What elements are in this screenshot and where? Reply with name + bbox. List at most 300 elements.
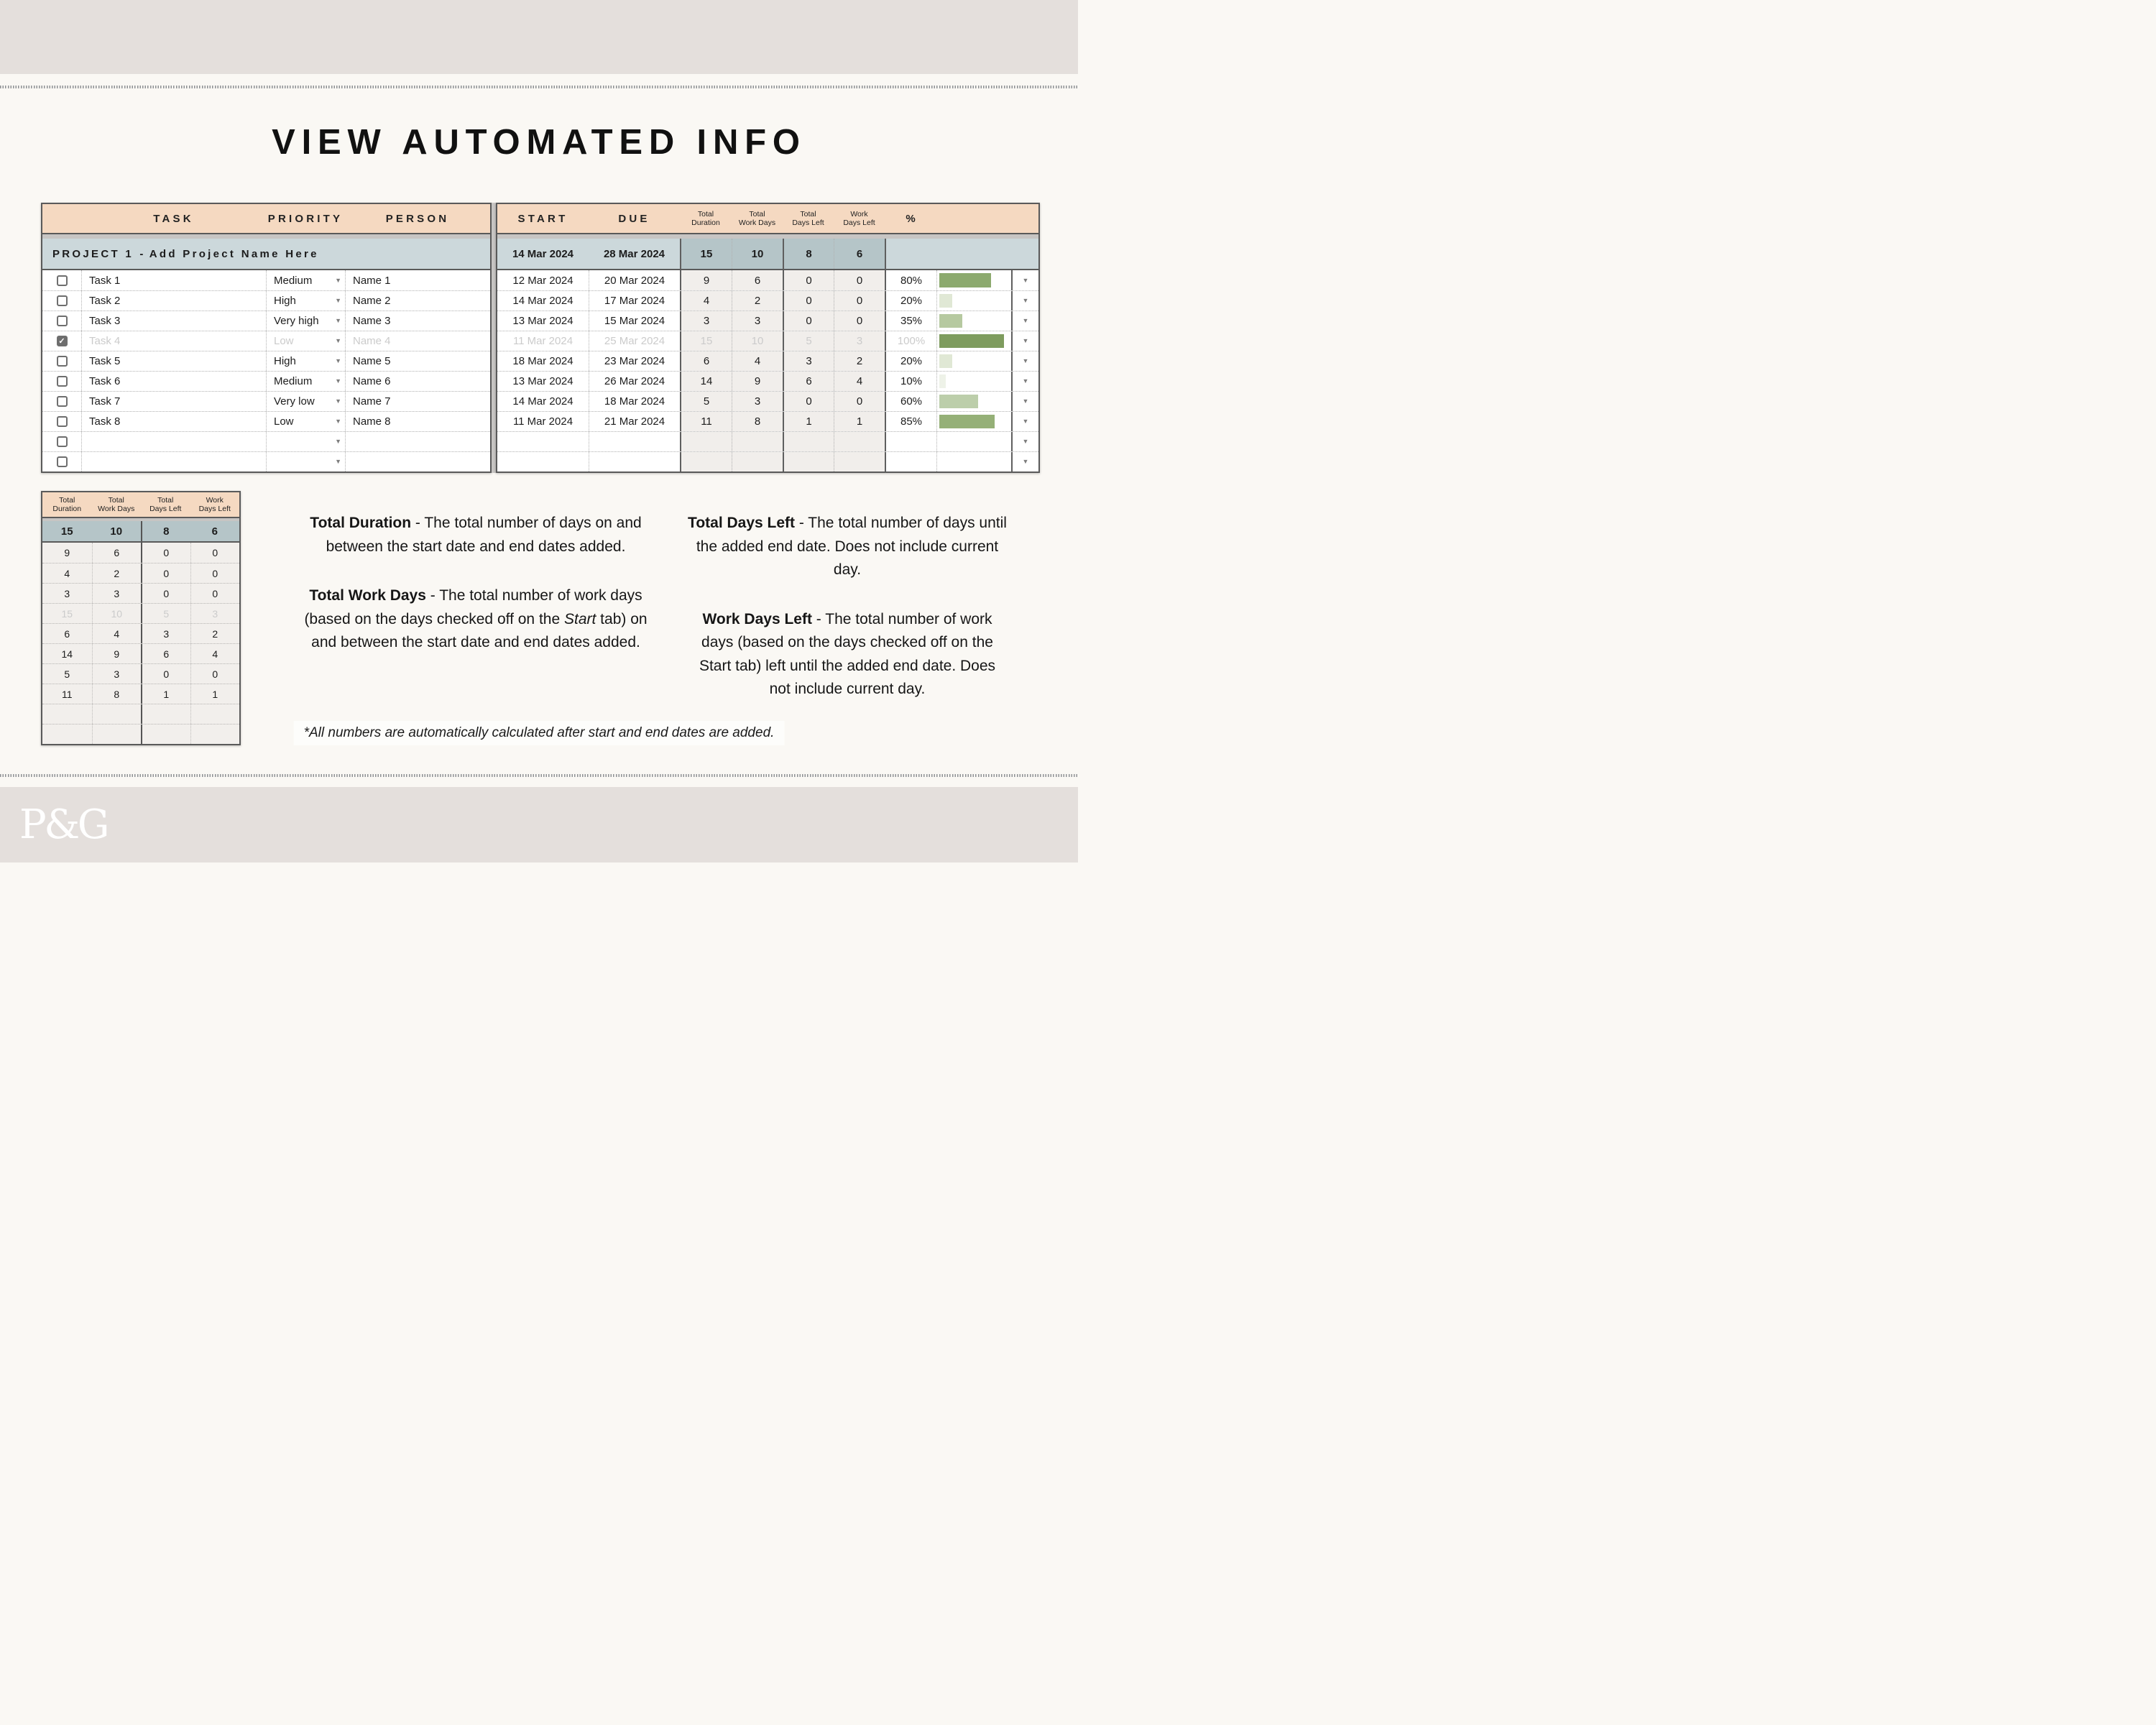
- task-name-cell[interactable]: [81, 452, 266, 472]
- checkbox-icon: [57, 376, 68, 387]
- chevron-down-icon[interactable]: ▼: [335, 438, 341, 445]
- percent-cell[interactable]: 35%: [885, 311, 936, 331]
- project-start-date[interactable]: 14 Mar 2024: [512, 247, 574, 260]
- progress-bar-cell: [936, 331, 1011, 351]
- percent-cell[interactable]: 20%: [885, 351, 936, 371]
- definition-total-work-days: Total Work Days - The total number of work days (based on the days checked off on the Start tab) on and between the start date and end dates added.: [304, 587, 648, 651]
- task-checkbox[interactable]: [42, 432, 81, 451]
- checkbox-icon: [57, 436, 68, 447]
- mini-cell: [141, 704, 190, 724]
- task-row-values: [497, 310, 1038, 331]
- task-name-cell[interactable]: Task 5: [81, 351, 266, 371]
- checkbox-icon: [57, 356, 68, 367]
- work-days-left-column-header: Work Days Left: [843, 209, 875, 227]
- task-row-values: [497, 391, 1038, 411]
- priority-dropdown[interactable]: [266, 270, 345, 290]
- person-cell[interactable]: Name 5: [345, 351, 490, 371]
- chevron-down-icon: ▼: [1022, 276, 1029, 284]
- work-days-left-cell: 2: [834, 351, 885, 371]
- project-percent-area: [885, 239, 1038, 269]
- progress-bar: [939, 314, 962, 328]
- total-days-left-cell: 3: [783, 351, 834, 371]
- person-cell[interactable]: [345, 452, 490, 472]
- project-total-duration: 15: [680, 239, 732, 269]
- work-days-left-cell: 0: [834, 270, 885, 290]
- progress-bar: [939, 395, 978, 408]
- automated-columns-detail-table: [41, 491, 241, 745]
- task-row: [42, 431, 490, 451]
- pg-logo: P&G: [19, 801, 108, 848]
- total-work-days-cell: 10: [732, 331, 783, 351]
- mini-cell: 2: [190, 624, 240, 643]
- mini-cell: 0: [141, 664, 190, 684]
- task-column-header: TASK: [153, 212, 194, 225]
- task-row-values: [497, 371, 1038, 391]
- percent-cell[interactable]: 100%: [885, 331, 936, 351]
- total-work-days-cell: 8: [732, 412, 783, 431]
- checkbox-column-header: [42, 204, 81, 233]
- mini-cell: 8: [92, 684, 142, 704]
- row-dropdown[interactable]: [1011, 311, 1038, 331]
- mini-cell: 0: [190, 584, 240, 603]
- task-row: [42, 371, 490, 391]
- progress-bar-cell: [936, 452, 1011, 472]
- total-days-left-cell: 0: [783, 270, 834, 290]
- due-date-cell[interactable]: 20 Mar 2024: [589, 270, 680, 290]
- percent-cell[interactable]: 80%: [885, 270, 936, 290]
- due-date-cell[interactable]: 17 Mar 2024: [589, 291, 680, 310]
- top-band: [0, 0, 1078, 74]
- priority-label: Very high: [274, 315, 319, 327]
- chevron-down-icon: ▼: [1022, 337, 1029, 344]
- total-work-days-cell: 3: [732, 392, 783, 411]
- task-name-cell[interactable]: Task 2: [81, 291, 266, 310]
- chevron-down-icon[interactable]: ▼: [335, 276, 341, 284]
- project-total-days-left: 8: [783, 239, 834, 269]
- chevron-down-icon[interactable]: ▼: [335, 297, 341, 304]
- mini-cell: [190, 704, 240, 724]
- definitions-right-column: [687, 512, 1008, 702]
- person-cell[interactable]: Name 4: [345, 331, 490, 351]
- mini-work-days-left-header: Work Days Left: [198, 495, 231, 513]
- footnote: *All numbers are automatically calculated after start and end dates are added.: [294, 721, 785, 745]
- due-date-cell[interactable]: [589, 452, 680, 472]
- mini-cell: 3: [92, 664, 142, 684]
- row-dropdown[interactable]: [1011, 351, 1038, 371]
- task-name-cell[interactable]: Task 8: [81, 412, 266, 431]
- row-dropdown[interactable]: [1011, 270, 1038, 290]
- mini-cell: 0: [141, 543, 190, 563]
- start-date-cell[interactable]: 13 Mar 2024: [512, 375, 573, 387]
- start-date-cell[interactable]: [497, 452, 589, 472]
- mini-cell: 9: [92, 644, 142, 663]
- total-duration-cell: 14: [680, 372, 732, 391]
- task-name-cell[interactable]: Task 4: [81, 331, 266, 351]
- start-date-cell[interactable]: 14 Mar 2024: [512, 395, 573, 408]
- start-date-cell[interactable]: 13 Mar 2024: [512, 315, 573, 327]
- person-cell[interactable]: Name 7: [345, 392, 490, 411]
- work-days-left-cell: 3: [834, 331, 885, 351]
- start-date-cell[interactable]: 18 Mar 2024: [512, 355, 573, 367]
- priority-dropdown[interactable]: [266, 331, 345, 351]
- page: [0, 0, 1078, 862]
- person-cell[interactable]: Name 2: [345, 291, 490, 310]
- mini-cell: [92, 724, 142, 744]
- row-dropdown[interactable]: [1011, 392, 1038, 411]
- progress-bar: [939, 374, 946, 388]
- total-days-left-cell: 6: [783, 372, 834, 391]
- mini-cell: [42, 704, 92, 724]
- task-row-values: [497, 431, 1038, 451]
- total-duration-column-header: Total Duration: [691, 209, 720, 227]
- mini-cell: 9: [64, 547, 70, 558]
- top-dotted-divider: [0, 86, 1078, 88]
- total-work-days-cell: 6: [732, 270, 783, 290]
- work-days-left-cell: [834, 432, 885, 451]
- progress-bar: [939, 273, 991, 288]
- total-duration-cell: 5: [680, 392, 732, 411]
- percent-cell[interactable]: [885, 452, 936, 472]
- percent-column-header: %: [906, 212, 916, 225]
- total-duration-cell: 15: [680, 331, 732, 351]
- progress-bar: [939, 334, 1004, 348]
- priority-column-header: PRIORITY: [267, 212, 344, 225]
- priority-dropdown[interactable]: [266, 372, 345, 391]
- priority-dropdown[interactable]: [266, 392, 345, 411]
- total-days-left-cell: 0: [783, 311, 834, 331]
- total-days-left-cell: 1: [783, 412, 834, 431]
- task-rows-right: [497, 270, 1038, 472]
- progress-bar-cell: [936, 392, 1011, 411]
- table-header-right: [497, 204, 1038, 234]
- priority-dropdown[interactable]: [266, 452, 345, 472]
- mini-cell: [42, 724, 92, 744]
- checkbox-icon: ✓: [57, 336, 68, 346]
- task-name-cell[interactable]: Task 1: [81, 270, 266, 290]
- work-days-left-cell: 0: [834, 291, 885, 310]
- start-date-cell[interactable]: 12 Mar 2024: [512, 274, 573, 287]
- priority-dropdown[interactable]: [266, 311, 345, 331]
- total-days-left-cell: [783, 452, 834, 472]
- chevron-down-icon: ▼: [1022, 357, 1029, 364]
- mini-table-header: [42, 492, 239, 518]
- total-work-days-cell: [732, 432, 783, 451]
- due-date-cell[interactable]: 15 Mar 2024: [589, 311, 680, 331]
- task-checkbox[interactable]: [42, 452, 81, 472]
- task-row: [42, 351, 490, 371]
- mini-cell: 5: [64, 668, 70, 680]
- mini-cell: [190, 724, 240, 744]
- priority-label: High: [274, 295, 296, 307]
- task-row-values: [497, 331, 1038, 351]
- priority-label: Low: [274, 415, 294, 428]
- start-date-cell[interactable]: 11 Mar 2024: [512, 415, 573, 428]
- progress-bar-cell: [936, 412, 1011, 431]
- chevron-down-icon[interactable]: ▼: [335, 377, 341, 385]
- due-date-cell[interactable]: [589, 432, 680, 451]
- mini-cell: 6: [92, 543, 142, 563]
- mini-table-row: [42, 583, 239, 603]
- project-name-cell[interactable]: PROJECT 1 - Add Project Name Here: [52, 247, 319, 260]
- mini-total-duration-header: Total Duration: [52, 495, 82, 513]
- definition-total-duration: Total Duration - The total number of days on and between the start date and end dates added.: [310, 515, 642, 555]
- checkbox-icon: [57, 396, 68, 407]
- task-rows-left: [42, 270, 490, 472]
- mini-cell: 6: [64, 627, 70, 640]
- chevron-down-icon[interactable]: ▼: [335, 317, 341, 324]
- task-row: [42, 411, 490, 431]
- mini-table-row: [42, 603, 239, 623]
- person-column-header: PERSON: [385, 212, 450, 225]
- due-column-header: DUE: [618, 212, 650, 225]
- task-row: [42, 310, 490, 331]
- work-days-left-cell: 1: [834, 412, 885, 431]
- mini-cell: 0: [190, 543, 240, 563]
- row-dropdown[interactable]: [1011, 452, 1038, 472]
- project-total-work-days: 10: [732, 239, 783, 269]
- task-row-values: [497, 290, 1038, 310]
- priority-dropdown[interactable]: [266, 432, 345, 451]
- project-row-left[interactable]: [42, 239, 490, 270]
- mini-table-row: [42, 704, 239, 724]
- total-duration-cell: 6: [680, 351, 732, 371]
- mini-table-row: [42, 643, 239, 663]
- start-date-cell[interactable]: 14 Mar 2024: [512, 295, 573, 307]
- progress-bar-cell: [936, 311, 1011, 331]
- progress-bar: [939, 294, 952, 308]
- priority-label: Low: [274, 335, 294, 347]
- priority-label: Medium: [274, 274, 313, 287]
- person-cell[interactable]: Name 6: [345, 372, 490, 391]
- mini-cell: 11: [61, 688, 73, 700]
- task-row-values: [497, 411, 1038, 431]
- mini-cell: 4: [64, 567, 70, 579]
- row-dropdown[interactable]: [1011, 412, 1038, 431]
- mini-table-row: [42, 724, 239, 744]
- mini-cell: 3: [141, 624, 190, 643]
- due-date-cell[interactable]: 25 Mar 2024: [589, 331, 680, 351]
- mini-table-totals-row: [42, 521, 239, 543]
- due-date-cell[interactable]: 21 Mar 2024: [589, 412, 680, 431]
- task-row: [42, 331, 490, 351]
- chevron-down-icon[interactable]: ▼: [335, 458, 341, 465]
- mini-cell: 3: [92, 584, 142, 603]
- task-row-values: [497, 351, 1038, 371]
- percent-cell[interactable]: 85%: [885, 412, 936, 431]
- mini-cell: 0: [190, 664, 240, 684]
- total-days-left-cell: 5: [783, 331, 834, 351]
- mini-cell: 4: [190, 644, 240, 663]
- percent-cell[interactable]: [885, 432, 936, 451]
- chevron-down-icon: ▼: [1022, 297, 1029, 304]
- priority-label: High: [274, 355, 296, 367]
- start-date-cell[interactable]: 11 Mar 2024: [512, 335, 573, 347]
- task-checkbox[interactable]: [42, 351, 81, 371]
- mini-cell: [92, 704, 142, 724]
- checkbox-icon: [57, 316, 68, 326]
- checkbox-icon: [57, 416, 68, 427]
- task-name-cell[interactable]: Task 7: [81, 392, 266, 411]
- row-dropdown[interactable]: [1011, 291, 1038, 310]
- due-date-cell[interactable]: 18 Mar 2024: [589, 392, 680, 411]
- mini-cell: [141, 724, 190, 744]
- total-days-left-column-header: Total Days Left: [792, 209, 824, 227]
- chevron-down-icon[interactable]: ▼: [335, 418, 341, 425]
- priority-dropdown[interactable]: [266, 351, 345, 371]
- priority-dropdown[interactable]: [266, 291, 345, 310]
- total-duration-cell: 4: [680, 291, 732, 310]
- task-table-right: [496, 203, 1040, 473]
- due-date-cell[interactable]: 23 Mar 2024: [589, 351, 680, 371]
- work-days-left-cell: [834, 452, 885, 472]
- mini-total-work-days: 10: [110, 525, 123, 538]
- mini-cell: 3: [64, 587, 70, 599]
- total-work-days-cell: 2: [732, 291, 783, 310]
- mini-cell: 3: [190, 604, 240, 623]
- progress-bar-cell: [936, 351, 1011, 371]
- task-name-cell[interactable]: Task 6: [81, 372, 266, 391]
- mini-cell: 14: [61, 648, 73, 660]
- task-table-left: [41, 203, 492, 473]
- chevron-down-icon[interactable]: ▼: [335, 397, 341, 405]
- progress-bar-cell: [936, 270, 1011, 290]
- total-days-left-cell: [783, 432, 834, 451]
- priority-dropdown[interactable]: [266, 412, 345, 431]
- row-dropdown[interactable]: [1011, 432, 1038, 451]
- chevron-down-icon: ▼: [1022, 438, 1029, 445]
- task-name-cell[interactable]: Task 3: [81, 311, 266, 331]
- total-work-days-cell: 3: [732, 311, 783, 331]
- total-duration-cell: [680, 432, 732, 451]
- total-work-days-column-header: Total Work Days: [738, 209, 776, 227]
- mini-cell: 15: [61, 607, 73, 620]
- mini-cell: 1: [141, 684, 190, 704]
- task-checkbox[interactable]: [42, 412, 81, 431]
- mini-cell: 1: [190, 684, 240, 704]
- mini-table-row: [42, 563, 239, 583]
- start-column-header: START: [517, 212, 568, 225]
- task-checkbox[interactable]: [42, 270, 81, 290]
- row-dropdown[interactable]: [1011, 331, 1038, 351]
- total-duration-cell: 3: [680, 311, 732, 331]
- checkbox-icon: [57, 456, 68, 467]
- chevron-down-icon: ▼: [1022, 397, 1029, 405]
- mini-table-row: [42, 623, 239, 643]
- due-date-cell[interactable]: 26 Mar 2024: [589, 372, 680, 391]
- task-checkbox[interactable]: [42, 331, 81, 351]
- total-duration-cell: 9: [680, 270, 732, 290]
- task-row: [42, 391, 490, 411]
- start-date-cell[interactable]: [497, 432, 589, 451]
- progress-bar: [939, 415, 995, 428]
- progress-bar-cell: [936, 432, 1011, 451]
- mini-cell: 0: [141, 584, 190, 603]
- mini-cell: 2: [92, 564, 142, 583]
- priority-label: Very low: [274, 395, 315, 408]
- mini-total-days-left: 8: [141, 521, 190, 541]
- person-cell[interactable]: Name 3: [345, 311, 490, 331]
- mini-table-rows: [42, 543, 239, 744]
- mini-total-days-left-header: Total Days Left: [149, 495, 182, 513]
- mini-total-work-days-header: Total Work Days: [98, 495, 135, 513]
- task-checkbox[interactable]: [42, 372, 81, 391]
- total-duration-cell: [680, 452, 732, 472]
- task-name-cell[interactable]: [81, 432, 266, 451]
- task-checkbox[interactable]: [42, 291, 81, 310]
- checkbox-icon: [57, 295, 68, 306]
- task-checkbox[interactable]: [42, 311, 81, 331]
- mini-table-row: [42, 684, 239, 704]
- total-days-left-cell: 0: [783, 392, 834, 411]
- project-work-days-left: 6: [834, 239, 885, 269]
- chevron-down-icon[interactable]: ▼: [335, 337, 341, 344]
- mini-cell: 4: [92, 624, 142, 643]
- progress-bar-cell: [936, 372, 1011, 391]
- progress-bar-cell: [936, 291, 1011, 310]
- project-row-right: [497, 239, 1038, 270]
- task-row: [42, 290, 490, 310]
- task-row: [42, 270, 490, 290]
- mini-cell: 6: [141, 644, 190, 663]
- footer-band: [0, 787, 1078, 862]
- mini-total-duration: 15: [60, 525, 73, 538]
- percent-cell[interactable]: 10%: [885, 372, 936, 391]
- task-row: [42, 451, 490, 472]
- mini-table-row: [42, 663, 239, 684]
- bottom-dotted-divider: [0, 774, 1078, 777]
- percent-cell[interactable]: 60%: [885, 392, 936, 411]
- total-work-days-cell: 9: [732, 372, 783, 391]
- row-dropdown[interactable]: [1011, 372, 1038, 391]
- mini-cell: 10: [92, 604, 142, 623]
- total-duration-cell: 11: [680, 412, 732, 431]
- task-row-values: [497, 451, 1038, 472]
- chevron-down-icon: ▼: [1022, 377, 1029, 385]
- person-cell[interactable]: [345, 432, 490, 451]
- person-cell[interactable]: Name 1: [345, 270, 490, 290]
- person-cell[interactable]: Name 8: [345, 412, 490, 431]
- project-due-date[interactable]: 28 Mar 2024: [603, 247, 665, 260]
- progress-bar: [939, 354, 952, 368]
- definition-total-days-left: Total Days Left - The total number of days until the added end date. Does not include current day.: [688, 515, 1007, 579]
- chevron-down-icon[interactable]: ▼: [335, 357, 341, 364]
- mini-table-row: [42, 543, 239, 563]
- chevron-down-icon: ▼: [1022, 317, 1029, 324]
- work-days-left-cell: 0: [834, 392, 885, 411]
- definition-work-days-left: Work Days Left - The total number of work days (based on the days checked off on the Start tab) left until the added end date. Does not include current day.: [699, 610, 996, 698]
- page-title: VIEW AUTOMATED INFO: [272, 123, 806, 162]
- mini-work-days-left: 6: [211, 525, 218, 538]
- chevron-down-icon: ▼: [1022, 458, 1029, 465]
- total-work-days-cell: 4: [732, 351, 783, 371]
- chevron-down-icon: ▼: [1022, 418, 1029, 425]
- total-work-days-cell: [732, 452, 783, 472]
- mini-cell: 0: [141, 564, 190, 583]
- checkbox-icon: [57, 275, 68, 286]
- task-checkbox[interactable]: [42, 392, 81, 411]
- mini-cell: 5: [141, 604, 190, 623]
- task-table: [41, 203, 1040, 473]
- mini-cell: 0: [190, 564, 240, 583]
- priority-label: Medium: [274, 375, 313, 387]
- table-header-left: [42, 204, 490, 234]
- task-row-values: [497, 270, 1038, 290]
- total-days-left-cell: 0: [783, 291, 834, 310]
- work-days-left-cell: 0: [834, 311, 885, 331]
- work-days-left-cell: 4: [834, 372, 885, 391]
- definitions-left-column: [293, 512, 658, 655]
- percent-cell[interactable]: 20%: [885, 291, 936, 310]
